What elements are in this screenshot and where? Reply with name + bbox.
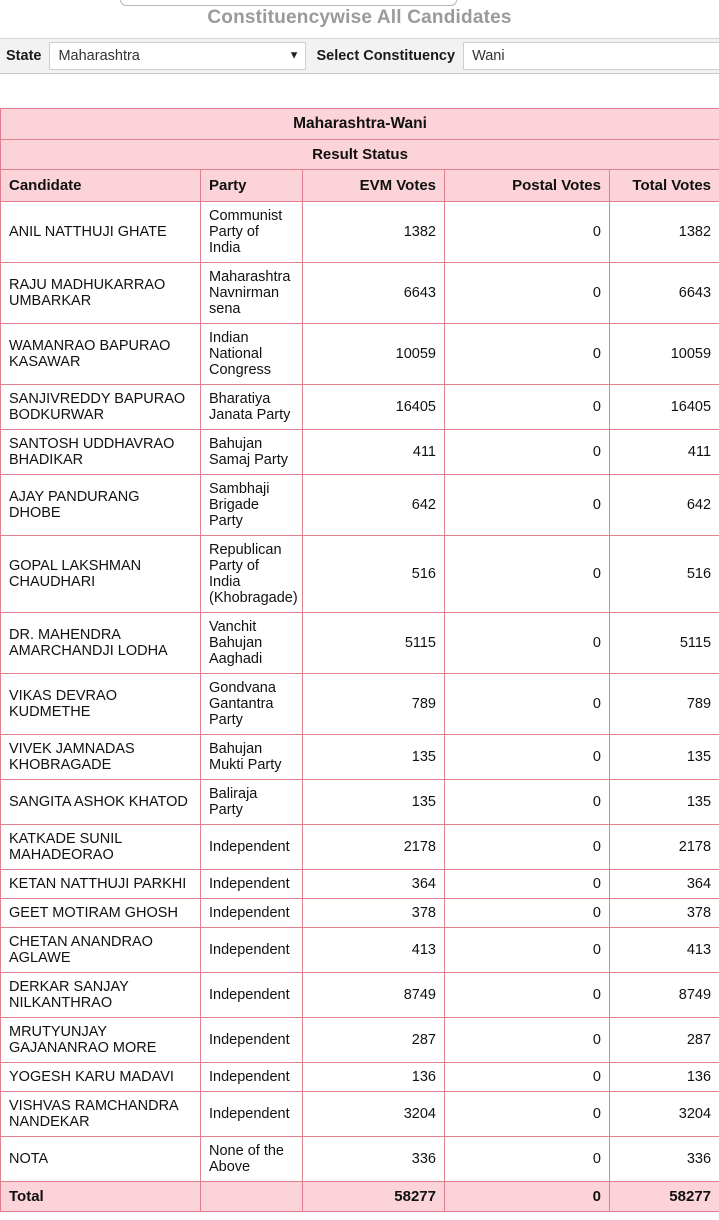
evm-votes: 287 [303,1018,445,1063]
total-total-votes: 58277 [610,1182,719,1212]
party-name: None of the Above [201,1137,303,1182]
total-party-blank [201,1182,303,1212]
candidate-name: GOPAL LAKSHMAN CHAUDHARI [1,536,201,613]
evm-votes: 6643 [303,263,445,324]
postal-votes: 0 [445,613,610,674]
state-select-value: Maharashtra [58,48,140,64]
total-votes: 8749 [610,973,719,1018]
postal-votes: 0 [445,475,610,536]
evm-votes: 336 [303,1137,445,1182]
total-votes: 136 [610,1063,719,1092]
total-votes: 135 [610,780,719,825]
total-votes: 10059 [610,324,719,385]
postal-votes: 0 [445,1018,610,1063]
postal-votes: 0 [445,825,610,870]
party-name: Independent [201,1063,303,1092]
party-name: Vanchit Bahujan Aaghadi [201,613,303,674]
total-votes: 516 [610,536,719,613]
candidate-name: VIVEK JAMNADAS KHOBRAGADE [1,735,201,780]
evm-votes: 2178 [303,825,445,870]
postal-votes: 0 [445,1092,610,1137]
evm-votes: 8749 [303,973,445,1018]
table-total-row [1,1182,719,1212]
postal-votes: 0 [445,385,610,430]
party-name: Indian National Congress [201,324,303,385]
table-row [1,1092,719,1137]
total-votes: 336 [610,1137,719,1182]
party-name: Independent [201,1092,303,1137]
column-header-postal-votes: Postal Votes [445,170,610,202]
table-row [1,263,719,324]
party-name: Gondvana Gantantra Party [201,674,303,735]
evm-votes: 135 [303,780,445,825]
page-title: Constituencywise All Candidates [207,7,512,28]
table-row [1,1063,719,1092]
total-votes: 135 [610,735,719,780]
postal-votes: 0 [445,202,610,263]
candidate-name: DERKAR SANJAY NILKANTHRAO [1,973,201,1018]
candidate-name: KATKADE SUNIL MAHADEORAO [1,825,201,870]
evm-votes: 789 [303,674,445,735]
table-row [1,1137,719,1182]
table-row [1,536,719,613]
total-votes: 5115 [610,613,719,674]
postal-votes: 0 [445,780,610,825]
evm-votes: 135 [303,735,445,780]
evm-votes: 413 [303,928,445,973]
top-strip [0,0,719,38]
table-row [1,735,719,780]
candidate-name: NOTA [1,1137,201,1182]
postal-votes: 0 [445,263,610,324]
table-title-row [1,109,719,140]
evm-votes: 378 [303,899,445,928]
candidate-name: SANTOSH UDDHAVRAO BHADIKAR [1,430,201,475]
evm-votes: 411 [303,430,445,475]
party-name: Bahujan Mukti Party [201,735,303,780]
table-row [1,825,719,870]
chevron-down-icon: ▼ [288,49,300,62]
postal-votes: 0 [445,928,610,973]
evm-votes: 1382 [303,202,445,263]
party-name: Bharatiya Janata Party [201,385,303,430]
total-votes: 411 [610,430,719,475]
candidate-name: RAJU MADHUKARRAO UMBARKAR [1,263,201,324]
total-votes: 378 [610,899,719,928]
candidate-name: WAMANRAO BAPURAO KASAWAR [1,324,201,385]
candidate-name: AJAY PANDURANG DHOBE [1,475,201,536]
evm-votes: 136 [303,1063,445,1092]
selector-bar [0,38,719,74]
candidate-name: KETAN NATTHUJI PARKHI [1,870,201,899]
table-row [1,973,719,1018]
party-name: Bahujan Samaj Party [201,430,303,475]
party-name: Independent [201,870,303,899]
party-name: Independent [201,825,303,870]
party-name: Independent [201,899,303,928]
postal-votes: 0 [445,735,610,780]
table-row [1,870,719,899]
result-status-label: Result Status [1,140,719,170]
table-row [1,1018,719,1063]
table-row [1,475,719,536]
party-name: Sambhaji Brigade Party [201,475,303,536]
candidate-name: ANIL NATTHUJI GHATE [1,202,201,263]
candidate-name: VISHVAS RAMCHANDRA NANDEKAR [1,1092,201,1137]
postal-votes: 0 [445,899,610,928]
table-row [1,928,719,973]
total-postal-votes: 0 [445,1182,610,1212]
party-name: Independent [201,1018,303,1063]
postal-votes: 0 [445,430,610,475]
table-row [1,899,719,928]
candidate-name: SANGITA ASHOK KHATOD [1,780,201,825]
total-votes: 3204 [610,1092,719,1137]
candidate-name: DR. MAHENDRA AMARCHANDJI LODHA [1,613,201,674]
evm-votes: 5115 [303,613,445,674]
column-header-total-votes: Total Votes [610,170,719,202]
party-name: Maharashtra Navnirman sena [201,263,303,324]
candidate-name: CHETAN ANANDRAO AGLAWE [1,928,201,973]
evm-votes: 364 [303,870,445,899]
candidate-name: YOGESH KARU MADAVI [1,1063,201,1092]
postal-votes: 0 [445,870,610,899]
total-votes: 2178 [610,825,719,870]
table-row [1,202,719,263]
candidate-name: MRUTYUNJAY GAJANANRAO MORE [1,1018,201,1063]
total-votes: 287 [610,1018,719,1063]
postal-votes: 0 [445,674,610,735]
party-name: Independent [201,973,303,1018]
candidate-name: GEET MOTIRAM GHOSH [1,899,201,928]
results-table [0,108,719,1212]
column-header-party: Party [201,170,303,202]
results-table-body [1,202,719,1182]
evm-votes: 3204 [303,1092,445,1137]
party-name: Independent [201,928,303,973]
candidate-name: VIKAS DEVRAO KUDMETHE [1,674,201,735]
table-row [1,430,719,475]
results-table-wrapper [0,108,719,1212]
table-row [1,674,719,735]
party-name: Baliraja Party [201,780,303,825]
postal-votes: 0 [445,324,610,385]
table-column-header [1,170,719,202]
total-votes: 16405 [610,385,719,430]
postal-votes: 0 [445,1137,610,1182]
table-row [1,324,719,385]
table-row [1,780,719,825]
constituency-select[interactable] [463,42,719,70]
column-header-candidate: Candidate [1,170,201,202]
evm-votes: 16405 [303,385,445,430]
evm-votes: 10059 [303,324,445,385]
constituency-title: Maharashtra-Wani [1,109,719,140]
total-votes: 642 [610,475,719,536]
total-votes: 789 [610,674,719,735]
table-row [1,613,719,674]
postal-votes: 0 [445,536,610,613]
party-name: Communist Party of India [201,202,303,263]
postal-votes: 0 [445,1063,610,1092]
table-row [1,385,719,430]
state-label: State [6,48,42,64]
party-name: Republican Party of India (Khobragade) [201,536,303,613]
postal-votes: 0 [445,973,610,1018]
evm-votes: 516 [303,536,445,613]
constituency-select-value: Wani [472,48,505,64]
total-votes: 413 [610,928,719,973]
column-header-evm-votes: EVM Votes [303,170,445,202]
candidate-name: SANJIVREDDY BAPURAO BODKURWAR [1,385,201,430]
total-votes: 1382 [610,202,719,263]
total-label: Total [1,1182,201,1212]
total-votes: 6643 [610,263,719,324]
evm-votes: 642 [303,475,445,536]
constituency-label: Select Constituency [316,48,456,64]
total-votes: 364 [610,870,719,899]
state-select[interactable] [49,42,306,70]
table-status-row [1,140,719,170]
search-box-stub[interactable] [120,0,457,6]
total-evm-votes: 58277 [303,1182,445,1212]
